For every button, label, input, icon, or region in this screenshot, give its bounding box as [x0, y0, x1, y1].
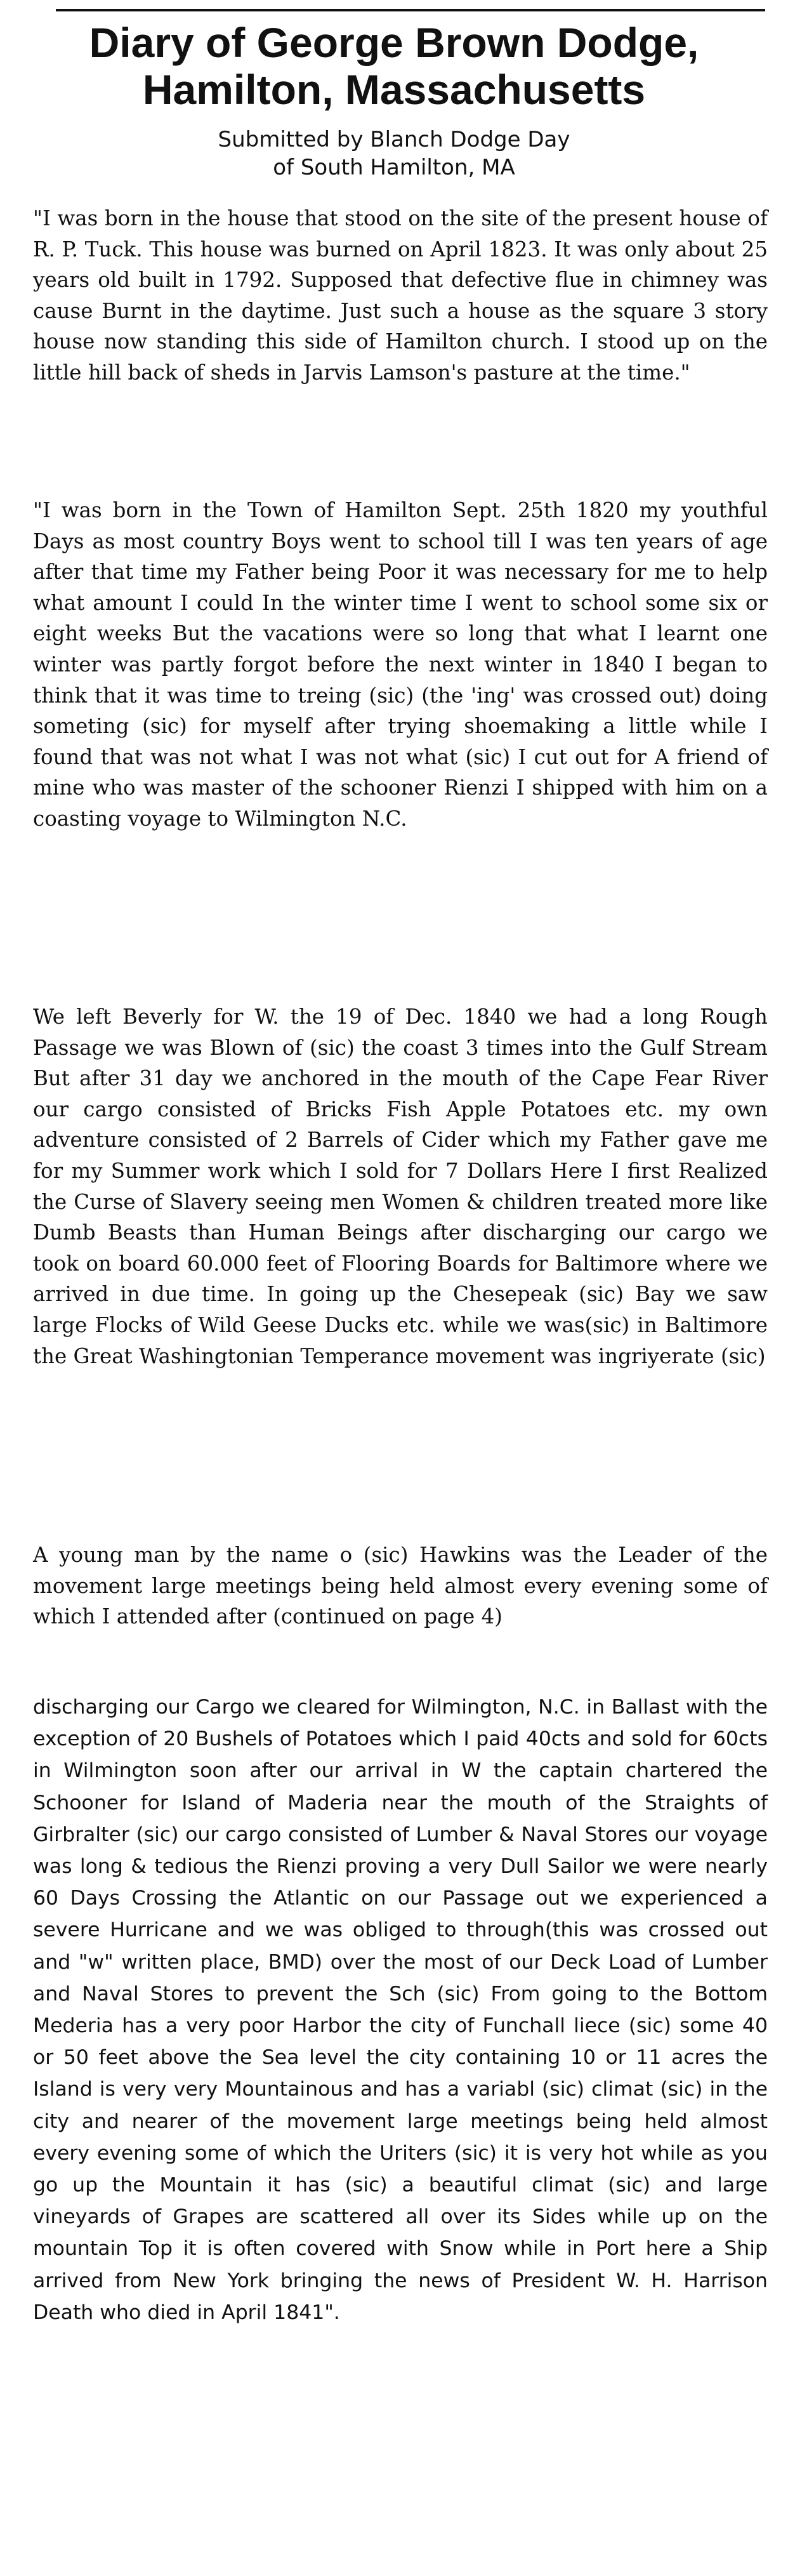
byline-line-1: Submitted by Blanch Dodge Day	[218, 127, 570, 152]
paragraph-temperance: A young man by the name o (sic) Hawkins was the Leader of the movement large meetings being held almost every evening some of which I attended after (continued on page 4)	[33, 1543, 768, 1629]
paragraph-continued-madeira: discharging our Cargo we cleared for Wilmington, N.C. in Ballast with the exception of 20 Bushels of Potatoes which I paid 40cts and sold for 60cts in Wilmington soon after our arrival in W the captain chartered the Schooner for Island of Maderia near the mouth of the Straights of Girbralter (sic) our cargo consisted of Lumber & Naval Stores our voyage was long & tedious the Rienzi proving a very Dull Sailor we were nearly 60 Days Crossing the Atlantic on our Passage out we experienced a severe Hurricane and we was obliged to through(this was crossed out and "w" written place, BMD) over the most of our Deck Load of Lumber and Naval Stores to prevent the Sch (sic) From going to the Bottom Mederia has a very poor Harbor the city of Funchall liece (sic) some 40 or 50 feet above the Sea level the city containing 10 or 11 acres the Island is very very Mountainous and has a variabl (sic) climat (sic) in the city and nearer of the movement large meetings being held almost every evening some of which the Uriters (sic) it is very hot while as you go up the Mountain it has (sic) a beautiful climat (sic) and large vineyards of Grapes are scattered all over its Sides while up on the mountain Top it is often covered with Snow while in Port here a Ship arrived from New York bringing the news of President W. H. Harrison Death who died in April 1841".	[33, 1696, 768, 2324]
title-line-2: Hamilton, Massachusetts	[142, 66, 646, 113]
byline	[25, 126, 763, 182]
page-title	[25, 19, 763, 113]
top-rule	[56, 9, 765, 11]
title-line-1: Diary of George Brown Dodge,	[89, 19, 699, 66]
paragraph-youth: "I was born in the Town of Hamilton Sept. 25th 1820 my youthful Days as most country Boys went to school till I was ten years of age after that time my Father being Poor it was necessary for me to help what amount I could In the winter time I went to school some six or eight weeks But the vacations were so long that what I learnt one winter was partly forgot before the next winter in 1840 I began to think that it was time to treing (sic) (the 'ing' was crossed out) doing someting (sic) for myself after trying shoemaking a little while I found that was not what I was not what (sic) I cut out for A friend of mine who was master of the schooner Rienzi I shipped with him on a coasting voyage to Wilmington N.C.	[33, 498, 768, 831]
paragraph-first-voyage: We left Beverly for W. the 19 of Dec. 1840 we had a long Rough Passage we was Blown of (sic) the coast 3 times into the Gulf Stream But after 31 day we anchored in the mouth of the Cape Fear River our cargo consisted of Bricks Fish Apple Potatoes etc. my own adventure consisted of 2 Barrels of Cider which my Father gave me for my Summer work which I sold for 7 Dollars Here I first Realized the Curse of Slavery seeing men Women & children treated more like Dumb Beasts than Human Beings after discharging our cargo we took on board 60.000 feet of Flooring Boards for Baltimore where we arrived in due time. In going up the Chesepeak (sic) Bay we saw large Flocks of Wild Geese Ducks etc. while we was(sic) in Baltimore the Great Washingtonian Temperance movement was ingriyerate (sic)	[33, 1005, 768, 1368]
byline-line-2: of South Hamilton, MA	[273, 155, 515, 180]
paragraph-birthplace: "I was born in the house that stood on the site of the present house of R. P. Tuck. This house was burned on April 1823. It was only about 25 years old built in 1792. Supposed that defective flue in chimney was cause Burnt in the daytime. Just such a house as the square 3 story house now standing this side of Hamilton church. I stood up on the little hill back of sheds in Jarvis Lamson's pasture at the time."	[33, 206, 768, 385]
